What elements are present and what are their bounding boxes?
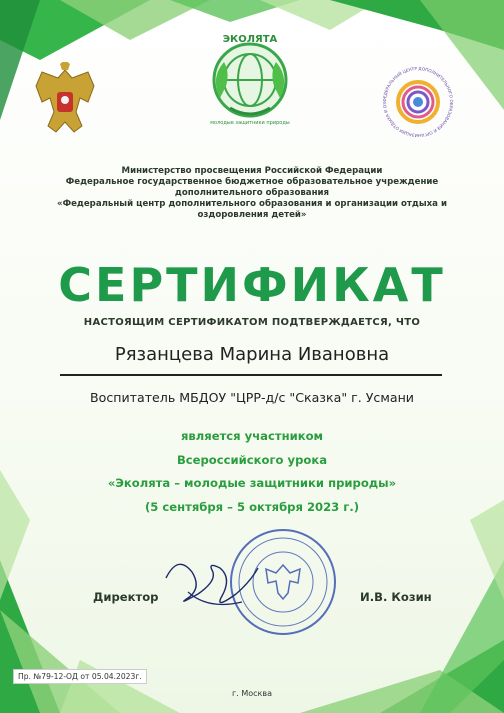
ecolyata-logo-subtitle: молодые защитники природы xyxy=(210,120,290,126)
director-name: И.В. Козин xyxy=(360,590,432,604)
director-label: Директор xyxy=(93,590,159,604)
name-underline xyxy=(60,374,442,376)
certificate-title: СЕРТИФИКАТ xyxy=(58,258,446,312)
ministry-line-5: оздоровления детей» xyxy=(197,210,307,220)
recipient-name: Рязанцева Марина Ивановна xyxy=(114,344,390,365)
recipient-position: Воспитатель МБДОУ "ЦРР-д/с "Сказка" г. Усмани xyxy=(89,390,414,405)
city: г. Москва xyxy=(232,689,272,698)
registration-number: Пр. №79-12-ОД от 05.04.2023г. xyxy=(13,669,147,684)
ministry-line-4: «Федеральный центр дополнительного образования и организации отдыха и xyxy=(57,199,447,209)
federal-center-logo-text: ФЕДЕРАЛЬНЫЙ ЦЕНТР ДОПОЛНИТЕЛЬНОГО ОБРАЗОВАНИЯ И ОРГАНИЗАЦИИ ОТДЫХА И ОЗ xyxy=(381,65,455,139)
ministry-line-1: Министерство просвещения Российской Федерации xyxy=(121,166,383,176)
confirm-text: НАСТОЯЩИМ СЕРТИФИКАТОМ ПОДТВЕРЖДАЕТСЯ, ЧТО xyxy=(83,317,421,328)
ecolyata-logo-text: ЭКОЛЯТА xyxy=(222,34,278,45)
ministry-line-3: дополнительного образования xyxy=(174,188,330,198)
ecolyata-logo xyxy=(200,28,300,128)
participant-text: является участником xyxy=(180,429,324,443)
lesson-text: Всероссийского урока xyxy=(176,453,328,467)
federal-center-logo xyxy=(378,62,458,142)
double-headed-eagle-emblem xyxy=(30,62,100,142)
ministry-line-2: Федеральное государственное бюджетное образовательное учреждение xyxy=(65,177,439,187)
event-dates: (5 сентября – 5 октября 2023 г.) xyxy=(144,500,360,514)
ministry-block xyxy=(30,166,474,221)
director-signature xyxy=(158,548,268,618)
event-name: «Эколята – молодые защитники природы» xyxy=(107,476,397,490)
